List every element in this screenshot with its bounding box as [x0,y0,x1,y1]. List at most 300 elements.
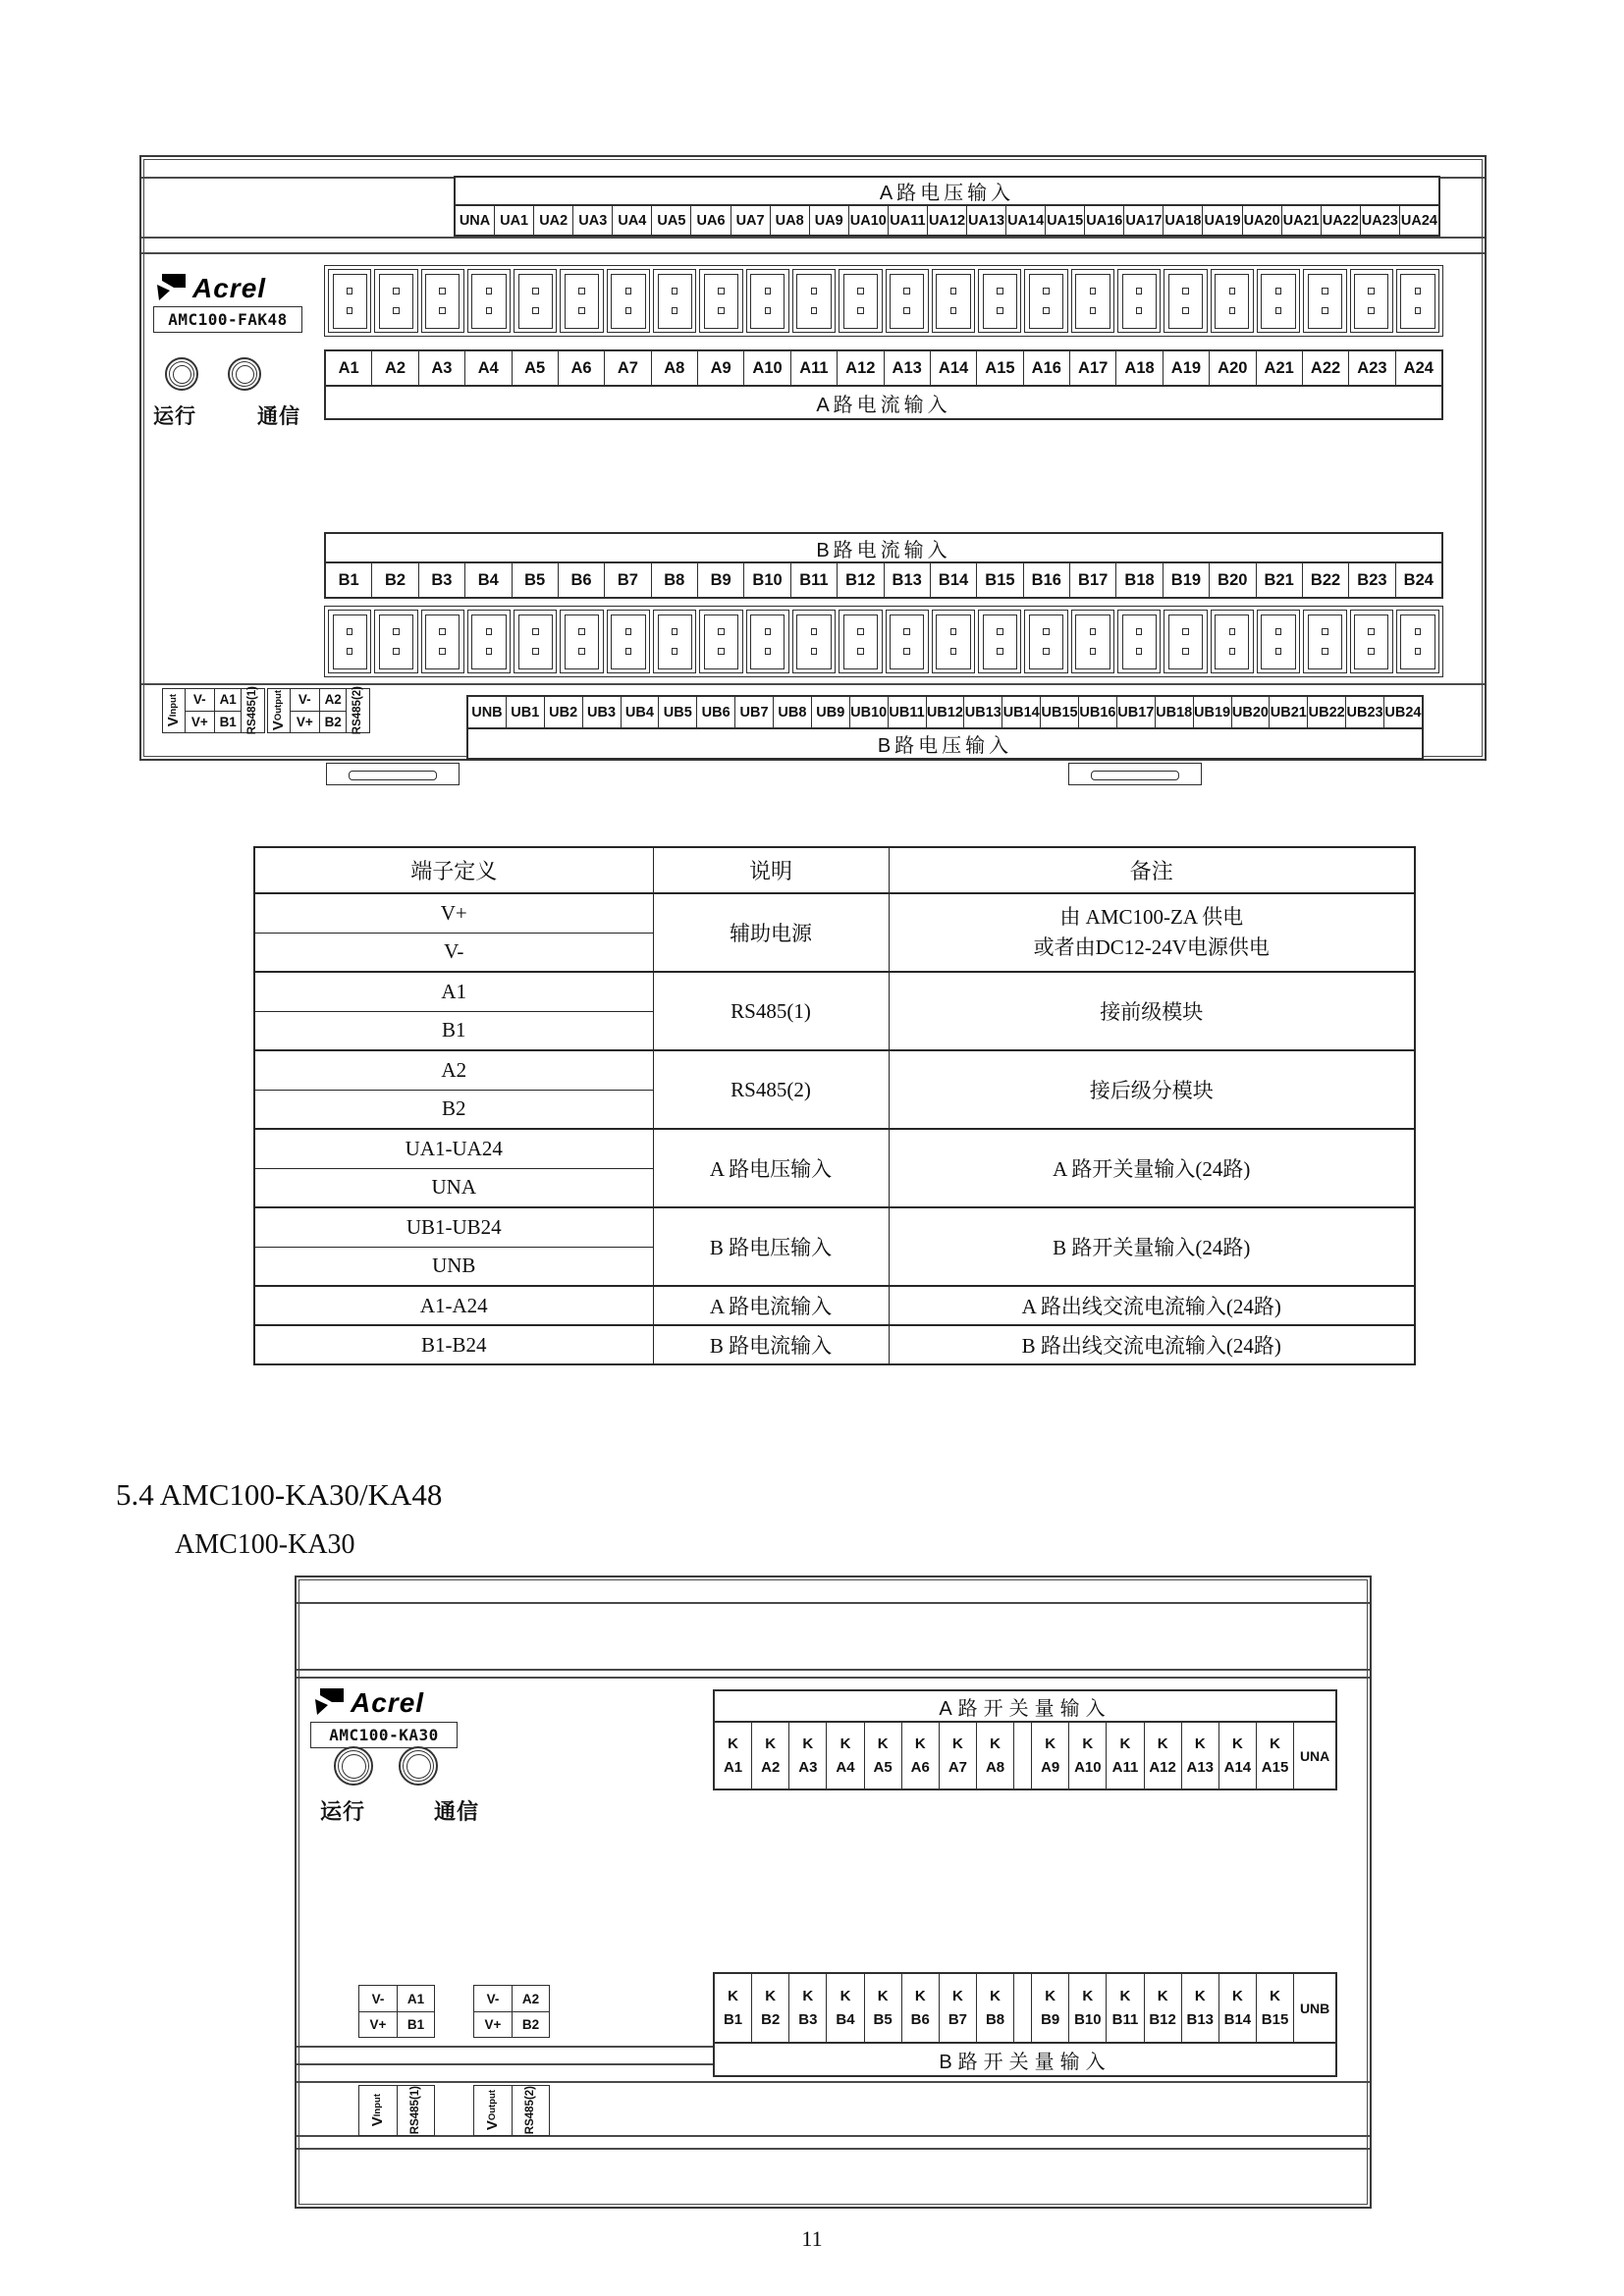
terminal-cell: B10 [743,563,789,597]
terminal-cell: A3 [798,1759,818,1776]
spacer-cell [1014,1723,1032,1789]
terminal-cell: A9 [697,351,743,385]
switch-terminal-cell [940,1974,977,2042]
chassis-seam [297,1669,1370,1671]
terminal-cell: B13 [1186,2011,1215,2028]
chassis-seam [297,2148,1370,2150]
k-label: K [1194,1735,1206,1752]
connector-block [653,610,696,673]
section-heading: 5.4 AMC100-KA30/KA48 [116,1477,443,1512]
terminal-cell: A5 [512,351,558,385]
connector-block [560,269,603,333]
current-b-terminal-row [324,561,1443,599]
comm-led-icon [399,1746,438,1786]
terminal-note: A 路出线交流电流输入(24路) [889,1286,1415,1325]
connector-block [978,269,1021,333]
terminal-cell: A20 [1209,351,1255,385]
connector-block [1257,610,1300,673]
terminal-cell: B7 [604,563,650,597]
k-label: K [802,1988,814,2004]
terminal-cell: A19 [1163,351,1209,385]
terminal-cell: UB19 [1193,697,1231,727]
connector-block [1164,269,1207,333]
switch-terminal-cell [1219,1723,1257,1789]
connector-block [792,610,836,673]
terminal-cell: B4 [464,563,511,597]
power-terminals [290,689,319,732]
connector-block [1117,269,1161,333]
terminal-cell: B24 [1395,563,1441,597]
terminal-cell: UB24 [1383,697,1422,727]
terminal-cell: UB9 [811,697,849,727]
connector-block [839,610,882,673]
k-label: K [877,1735,889,1752]
terminal-cell: UB4 [621,697,659,727]
terminal-cell: B17 [1069,563,1115,597]
k-label: K [839,1735,851,1752]
k-label: K [877,1988,889,2004]
k-label: K [951,1988,963,2004]
mounting-tab [1068,763,1202,785]
terminal-cell: UA21 [1281,206,1321,235]
terminal-cell: B14 [930,563,976,597]
switch-b-terminal-row [713,1972,1337,2044]
k-label: K [914,1988,926,2004]
run-led-icon [334,1746,373,1786]
terminal-cell: B2 [371,563,417,597]
connector-block [514,269,557,333]
terminal-name: B1 [254,1011,653,1050]
terminal-cell: A10 [1074,1759,1102,1776]
current-b-connector-row [324,606,1443,677]
k-label: K [1082,1988,1094,2004]
terminal-cell: UNB [471,704,503,721]
comm-led-label: 通信 [433,1799,479,1824]
terminal-cell: UA8 [770,206,809,235]
rs485-2-label: RS485(2) [512,2086,550,2135]
switch-terminal-cell [1069,1723,1107,1789]
terminal-name: UB1-UB24 [254,1207,653,1247]
vinput-rs485-1-labels [358,2085,435,2136]
connector-block [1303,269,1346,333]
terminal-cell: UB16 [1078,697,1116,727]
chassis-seam [297,2135,1370,2137]
k-label: K [1231,1988,1243,2004]
power-rs485-1-block [162,688,265,733]
terminal-cell: UB18 [1155,697,1193,727]
terminal-cell: A24 [1395,351,1441,385]
terminal-cell: A15 [1261,1759,1289,1776]
k-label: K [802,1735,814,1752]
chassis-seam [297,2063,713,2065]
device-amc100-fak48 [139,155,1487,761]
terminal-cell: UB14 [1001,697,1040,727]
rs485-terminals [319,689,346,732]
k-label: K [1157,1988,1168,2004]
switch-terminal-cell [1219,1974,1257,2042]
terminal-cell: UA7 [731,206,770,235]
terminal-cell: UA16 [1084,206,1123,235]
terminal-name: V- [254,933,653,972]
k-label: K [1119,1735,1131,1752]
terminal-desc: RS485(1) [653,972,889,1050]
switch-terminal-cell [865,1723,902,1789]
terminal-cell: B22 [1302,563,1348,597]
terminal-cell: B16 [1023,563,1069,597]
k-label: K [728,1988,738,2004]
column-header: 端子定义 [254,847,653,893]
switch-terminal-cell [827,1723,864,1789]
switch-terminal-cell [977,1723,1014,1789]
chassis-seam [297,2046,713,2048]
terminal-cell: B1 [397,2011,434,2037]
chassis-seam [297,2081,1370,2083]
terminal-name: B2 [254,1090,653,1129]
switch-terminal-cell [902,1974,940,2042]
connector-block [374,269,417,333]
terminal-cell: B2 [512,2011,549,2037]
terminal-cell: A4 [464,351,511,385]
terminal-cell: UA1 [494,206,533,235]
switch-terminal-cell [789,1723,827,1789]
connector-block [886,269,929,333]
terminal-cell: UB20 [1231,697,1270,727]
power-rs485-2-block [267,688,370,733]
connector-block [1303,610,1346,673]
k-label: K [1119,1988,1131,2004]
terminal-cell: UA12 [927,206,966,235]
switch-terminal-cell [1257,1723,1294,1789]
terminal-cell: B4 [836,2011,855,2028]
connector-block [374,610,417,673]
terminal-cell: A1 [219,692,237,708]
connector-block [421,269,464,333]
terminal-cell: UB10 [849,697,888,727]
terminal-cell: B13 [884,563,930,597]
terminal-cell: UA24 [1399,206,1438,235]
terminal-cell: UA4 [612,206,651,235]
terminal-cell: B6 [558,563,604,597]
terminal-cell: B20 [1209,563,1255,597]
terminal-cell: UNB [1299,2000,1330,2016]
terminal-cell: A10 [743,351,789,385]
terminal-cell: UB17 [1116,697,1155,727]
terminal-note: 由 AMC100-ZA 供电 或者由DC12-24V电源供电 [889,893,1415,972]
chassis-seam [297,1602,1370,1604]
brand-name: Acrel [192,273,267,303]
terminal-cell: A14 [1223,1759,1252,1776]
run-led-icon [165,357,198,391]
terminal-cell: A14 [930,351,976,385]
k-label: K [990,1735,1001,1752]
terminal-cell: UA9 [809,206,848,235]
switch-terminal-cell [715,1974,752,2042]
terminal-desc: 辅助电源 [653,893,889,972]
terminal-cell: A1 [397,1986,434,2011]
page-number: 11 [801,2226,823,2251]
voltage-b-footer: B路电压输入 [466,727,1424,760]
voltage-a-header: A路电压输入 [454,176,1440,206]
connector-block [932,610,975,673]
terminal-cell: V+ [474,2011,512,2037]
terminal-cell: A21 [1256,351,1302,385]
terminal-cell: A23 [1348,351,1394,385]
terminal-cell: B12 [1149,2011,1176,2028]
connector-block [607,610,650,673]
terminal-cell: UB2 [544,697,582,727]
connector-block [746,269,789,333]
led-labels [320,1795,479,1826]
terminal-cell: UB11 [888,697,926,727]
power-rs485-1-terminals [358,1985,435,2038]
connector-block [792,269,836,333]
switch-terminal-cell [1145,1974,1182,2042]
chassis-seam [141,683,1485,685]
terminal-cell: B23 [1348,563,1394,597]
switch-a-header: A路开关量输入 [713,1689,1337,1723]
terminal-cell: UNA [459,212,491,229]
terminal-cell: B5 [873,2011,893,2028]
chassis-seam [141,237,1485,239]
connector-block [699,269,742,333]
switch-terminal-cell [1145,1723,1182,1789]
k-label: K [1045,1988,1056,2004]
terminal-desc: RS485(2) [653,1050,889,1129]
connector-block [467,610,511,673]
terminal-cell: UB6 [696,697,734,727]
voltage-b-terminal-row [466,695,1424,729]
connector-block [328,269,371,333]
column-header: 说明 [653,847,889,893]
terminal-note: A 路开关量输入(24路) [889,1129,1415,1207]
terminal-cell: UA2 [533,206,572,235]
terminal-cell: UA11 [888,206,927,235]
switch-terminal-cell [752,1723,789,1789]
comm-led-label: 通信 [257,405,300,428]
connector-block [1211,269,1254,333]
terminal-cell: B8 [651,563,697,597]
terminal-cell: B18 [1115,563,1162,597]
switch-terminal-cell [1107,1723,1144,1789]
terminal-cell: B1 [338,570,359,589]
terminal-cell: V- [371,1991,385,2006]
terminal-cell: B7 [947,2011,967,2028]
comm-led-icon [228,357,261,391]
terminal-cell: A12 [1149,1759,1176,1776]
terminal-cell: A4 [836,1759,855,1776]
connector-block [1396,610,1439,673]
terminal-cell: A16 [1023,351,1069,385]
terminal-cell: V- [192,692,206,708]
voutput-rs485-2-labels [473,2085,550,2136]
terminal-name: A1-A24 [254,1286,653,1325]
terminal-cell: A13 [884,351,930,385]
power-rs485-2-terminals [473,1985,550,2038]
terminal-cell: A8 [985,1759,1005,1776]
terminal-cell: A22 [1302,351,1348,385]
connector-block [1257,269,1300,333]
run-led-label: 运行 [320,1799,366,1824]
connector-block [978,610,1021,673]
mounting-tab [326,763,460,785]
switch-terminal-cell [752,1974,789,2042]
terminal-cell: UNA [1299,1747,1330,1764]
terminal-note: 接前级模块 [889,972,1415,1050]
terminal-cell: A15 [976,351,1022,385]
brand-name: Acrel [351,1687,425,1718]
terminal-cell: V+ [359,2011,397,2037]
terminal-cell: A3 [418,351,464,385]
switch-terminal-cell [1182,1723,1219,1789]
rs485-2-label: RS485(2) [346,689,369,732]
terminal-cell: UB3 [582,697,621,727]
chassis-seam [141,252,1485,254]
terminal-name: UNB [254,1247,653,1286]
model-label: AMC100-KA30 [310,1722,458,1748]
chassis-seam [297,1677,1370,1679]
terminal-cell: A8 [651,351,697,385]
k-label: K [1270,1735,1280,1752]
k-label: K [728,1735,738,1752]
k-label: K [1231,1735,1243,1752]
terminal-cell: B1 [723,2011,743,2028]
terminal-cell: V+ [291,711,319,733]
terminal-note: 接后级分模块 [889,1050,1415,1129]
terminal-cell: UB13 [963,697,1001,727]
terminal-cell: A13 [1186,1759,1215,1776]
terminal-name: UA1-UA24 [254,1129,653,1168]
k-label: K [1270,1988,1280,2004]
terminal-cell: A11 [1111,1759,1139,1776]
connector-block [1350,269,1393,333]
k-label: K [765,1988,777,2004]
rs485-1-label: RS485(1) [241,689,264,732]
terminal-cell: UA15 [1045,206,1084,235]
terminal-cell: UB12 [926,697,964,727]
terminal-cell: B10 [1074,2011,1102,2028]
terminal-cell: A2 [512,1986,549,2011]
terminal-cell: B14 [1223,2011,1252,2028]
terminal-cell: A1 [338,358,359,377]
v-input-label: VInput [369,2094,387,2127]
terminal-cell: B8 [985,2011,1005,2028]
terminal-desc: A 路电流输入 [653,1286,889,1325]
power-terminals [185,689,214,732]
terminal-cell: UA13 [966,206,1005,235]
terminal-cell: UA18 [1163,206,1202,235]
terminal-cell: UB1 [506,697,544,727]
terminal-name: UNA [254,1168,653,1207]
led-labels [153,400,300,430]
connector-block [1164,610,1207,673]
switch-b-footer: B路开关量输入 [713,2042,1337,2077]
terminal-cell: UA6 [690,206,730,235]
rs485-1-label: RS485(1) [397,2086,435,2135]
terminal-cell: B15 [1261,2011,1289,2028]
terminal-cell: A6 [910,1759,930,1776]
v-output-label: VOutput [270,690,288,731]
terminal-cell: A18 [1115,351,1162,385]
connector-block [932,269,975,333]
k-label: K [1045,1735,1056,1752]
terminal-cell: A1 [723,1759,743,1776]
terminal-name: A2 [254,1050,653,1090]
connector-block [514,610,557,673]
connector-block [653,269,696,333]
spacer-cell [1014,1974,1032,2042]
k-label: K [765,1735,777,1752]
k-label: K [839,1988,851,2004]
terminal-cell: UA22 [1321,206,1360,235]
v-output-label: VOutput [484,2090,502,2131]
acrel-logo [155,273,266,302]
terminal-note: B 路开关量输入(24路) [889,1207,1415,1286]
connector-block [1350,610,1393,673]
connector-block [886,610,929,673]
v-input-label: VInput [165,694,183,727]
terminal-cell: A5 [873,1759,893,1776]
terminal-cell: B3 [418,563,464,597]
terminal-cell: B1 [215,711,241,733]
terminal-name: B1-B24 [254,1325,653,1364]
connector-block [746,610,789,673]
terminal-cell: UA5 [651,206,690,235]
acrel-logo-icon [155,273,189,302]
terminal-cell: B12 [837,563,883,597]
k-label: K [990,1988,1001,2004]
terminal-cell: V+ [186,711,214,733]
switch-terminal-cell [1182,1974,1219,2042]
connector-block [607,269,650,333]
terminal-cell: A9 [1041,1759,1060,1776]
terminal-cell: A6 [558,351,604,385]
terminal-cell: B19 [1163,563,1209,597]
connector-block [1211,610,1254,673]
terminal-cell: V- [486,1991,500,2006]
connector-block [328,610,371,673]
terminal-cell: A2 [324,692,342,708]
run-led-label: 运行 [153,405,196,428]
terminal-cell: UA14 [1005,206,1045,235]
switch-terminal-cell [1107,1974,1144,2042]
terminal-cell: UA3 [572,206,612,235]
terminal-name: A1 [254,972,653,1011]
terminal-cell: B11 [1111,2011,1139,2028]
switch-terminal-cell [1257,1974,1294,2042]
switch-a-terminal-row [713,1721,1337,1790]
switch-terminal-cell [789,1974,827,2042]
current-a-connector-row [324,265,1443,337]
switch-terminal-cell [827,1974,864,2042]
connector-block [1396,269,1439,333]
terminal-desc: B 路电压输入 [653,1207,889,1286]
switch-terminal-cell [940,1723,977,1789]
terminal-cell: A7 [604,351,650,385]
connector-block [560,610,603,673]
terminal-cell: UB23 [1345,697,1383,727]
terminal-cell: B11 [790,563,837,597]
terminal-note: B 路出线交流电流输入(24路) [889,1325,1415,1364]
current-a-terminal-row [324,349,1443,387]
connector-block [1071,269,1114,333]
terminal-cell: B2 [761,2011,781,2028]
switch-terminal-cell [865,1974,902,2042]
terminal-cell: UB22 [1307,697,1345,727]
k-label: K [1157,1735,1168,1752]
switch-terminal-cell [902,1723,940,1789]
switch-terminal-cell [715,1723,752,1789]
terminal-cell: B6 [910,2011,930,2028]
